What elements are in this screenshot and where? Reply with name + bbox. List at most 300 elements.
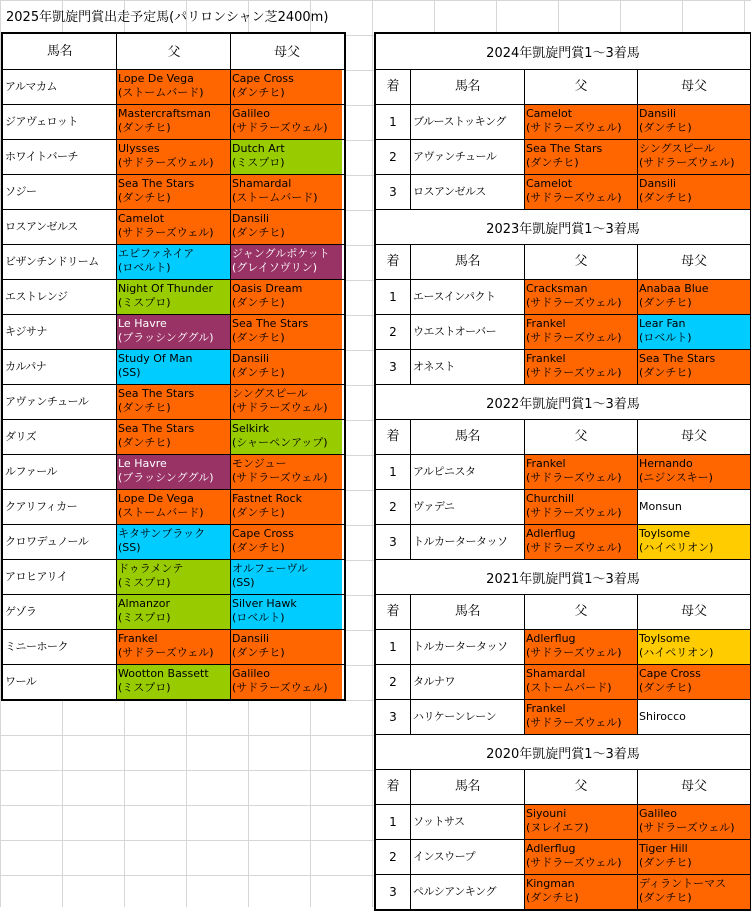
result-row <box>376 664 750 699</box>
sire-cell-line: (サドラーズウェル) <box>118 156 214 169</box>
sire-cell <box>524 840 637 874</box>
sire-cell <box>116 490 230 524</box>
sire-cell-horse: エピファネイア <box>118 247 195 260</box>
header-horse-name: 馬名 <box>410 70 524 104</box>
sire-cell-horse: Frankel <box>526 457 566 470</box>
dam-sire-cell-horse: Galileo <box>639 807 677 820</box>
header-dam-sire: 母父 <box>637 70 750 104</box>
dam-sire-cell-horse: Silver Hawk <box>232 597 297 610</box>
dam-sire-cell <box>230 140 342 174</box>
sire-cell-line: (サドラーズウェル) <box>526 506 622 519</box>
dam-sire-cell <box>637 700 750 734</box>
horse-name: アヴァンチュール <box>410 140 524 174</box>
sire-cell-horse: Night Of Thunder <box>118 282 213 295</box>
sire-cell-line: (サドラーズウェル) <box>526 331 622 344</box>
sire-cell-line: (ミスプロ) <box>118 611 171 624</box>
dam-sire-cell-line: (サドラーズウェル) <box>232 401 328 414</box>
dam-sire-cell-line: (ダンチヒ) <box>232 296 285 309</box>
dam-sire-cell <box>230 280 342 314</box>
dam-sire-cell-horse: シングスピール <box>232 387 308 400</box>
dam-sire-cell-line: (ハイペリオン) <box>639 646 714 659</box>
sire-cell-horse: Adlerflug <box>526 527 576 540</box>
sire-cell-line: (サドラーズウェル) <box>526 471 622 484</box>
sire-cell-horse: Adlerflug <box>526 632 576 645</box>
dam-sire-cell-line: (ダンチヒ) <box>232 646 285 659</box>
dam-sire-cell-line: (サドラーズウェル) <box>639 821 735 834</box>
dam-sire-cell-horse: Hernando <box>639 457 693 470</box>
sire-cell-horse: Frankel <box>118 632 158 645</box>
dam-sire-cell <box>230 455 342 489</box>
sire-cell <box>524 140 637 174</box>
sire-cell-line: (ヌレイエフ) <box>526 821 589 834</box>
header-dam-sire: 母父 <box>637 245 750 279</box>
horse-name: ロスアンゼルス <box>410 175 524 209</box>
dam-sire-cell <box>230 210 342 244</box>
sire-cell-horse: Lope De Vega <box>118 492 194 505</box>
sire-cell-horse: Adlerflug <box>526 842 576 855</box>
table-row <box>3 69 344 104</box>
dam-sire-cell-horse: モンジュー <box>232 457 287 470</box>
horse-name: ヴァデニ <box>410 490 524 524</box>
dam-sire-cell-line: (ダンチヒ) <box>232 541 285 554</box>
sire-cell <box>524 630 637 664</box>
sire-cell <box>116 630 230 664</box>
dam-sire-cell-line: (ダンチヒ) <box>232 226 285 239</box>
dam-sire-cell-horse: Fastnet Rock <box>232 492 302 505</box>
horse-name: ロスアンゼルス <box>5 220 78 233</box>
header-dam-sire: 母父 <box>230 34 342 69</box>
dam-sire-cell-horse: Dansili <box>232 352 270 365</box>
year-heading: 2022年凱旋門賞1～3着馬 <box>376 384 750 419</box>
dam-sire-cell <box>230 420 342 454</box>
sire-cell-line: (ミスプロ) <box>118 576 171 589</box>
result-row <box>376 629 750 664</box>
dam-sire-cell-line: (ダンチヒ) <box>639 856 692 869</box>
horse-name: キジサナ <box>5 325 47 338</box>
dam-sire-cell-horse: Toylsome <box>639 632 691 645</box>
table-row <box>3 314 344 349</box>
dam-sire-cell-horse: Tiger Hill <box>639 842 688 855</box>
dam-sire-cell <box>637 525 750 559</box>
dam-sire-cell-line: (グレイソヴリン) <box>232 261 318 274</box>
place-number: 3 <box>389 535 397 549</box>
dam-sire-cell-horse: ディラントーマス <box>639 877 727 890</box>
sire-cell <box>524 490 637 524</box>
horse-name: エースインパクト <box>410 280 524 314</box>
dam-sire-cell-line: (ダンチヒ) <box>639 366 692 379</box>
sire-cell-line: (ストームバード) <box>526 681 612 694</box>
sire-cell <box>116 455 230 489</box>
entrants-table <box>1 32 346 701</box>
header-dam-sire: 母父 <box>637 595 750 629</box>
horse-name: カルパナ <box>5 360 47 373</box>
place-number: 1 <box>389 115 397 129</box>
sire-cell-horse: Camelot <box>526 177 573 190</box>
result-row <box>376 104 750 139</box>
results-header-row <box>376 769 750 804</box>
sire-cell-horse: Mastercraftsman <box>118 107 211 120</box>
header-sire: 父 <box>524 70 637 104</box>
horse-name: ダリズ <box>5 430 37 443</box>
dam-sire-cell <box>637 455 750 489</box>
header-sire: 父 <box>524 770 637 804</box>
dam-sire-cell-line: (ニジンスキー) <box>639 471 713 484</box>
sire-cell <box>524 175 637 209</box>
sire-cell-horse: Sea The Stars <box>526 142 603 155</box>
sire-cell <box>524 875 637 909</box>
header-sire: 父 <box>524 420 637 454</box>
horse-name: クアリフィカー <box>5 500 78 513</box>
sire-cell-line: (ロベルト) <box>118 261 171 274</box>
sire-cell-horse: Le Havre <box>118 457 167 470</box>
result-row <box>376 454 750 489</box>
sire-cell <box>524 455 637 489</box>
sire-cell-horse: Almanzor <box>118 597 171 610</box>
sire-cell-horse: Wootton Bassett <box>118 667 209 680</box>
dam-sire-cell-line: (ストームバード) <box>232 191 318 204</box>
dam-sire-cell-line: (SS) <box>232 576 255 589</box>
dam-sire-cell-horse: Dansili <box>232 632 270 645</box>
dam-sire-cell-line: (ダンチヒ) <box>639 191 692 204</box>
header-horse-name: 馬名 <box>410 245 524 279</box>
place-number: 2 <box>389 500 397 514</box>
dam-sire-cell <box>637 630 750 664</box>
place-number: 1 <box>389 640 397 654</box>
sire-cell <box>116 70 230 104</box>
dam-sire-cell-horse: Toylsome <box>639 527 691 540</box>
dam-sire-cell <box>230 595 342 629</box>
sire-cell-horse: Sea The Stars <box>118 422 195 435</box>
table-row <box>3 629 344 664</box>
sire-cell <box>116 350 230 384</box>
dam-sire-cell <box>230 665 342 699</box>
dam-sire-cell <box>230 245 342 279</box>
horse-name: ハリケーンレーン <box>410 700 524 734</box>
dam-sire-cell <box>637 805 750 839</box>
sire-cell-line: (SS) <box>118 366 141 379</box>
dam-sire-cell-line: (シャーペンアップ) <box>232 436 328 449</box>
sire-cell-line: (SS) <box>118 541 141 554</box>
sire-cell <box>524 525 637 559</box>
sire-cell-line: (ダンチヒ) <box>118 436 171 449</box>
horse-name: エストレンジ <box>5 290 68 303</box>
result-row <box>376 699 750 734</box>
sire-cell-horse: キタサンブラック <box>118 527 206 540</box>
result-row <box>376 839 750 874</box>
dam-sire-cell <box>637 105 750 139</box>
result-row <box>376 174 750 209</box>
header-sire: 父 <box>524 245 637 279</box>
sire-cell <box>116 595 230 629</box>
sire-cell-line: (ブラッシンググル) <box>118 471 214 484</box>
dam-sire-cell-line: (サドラーズウェル) <box>232 121 328 134</box>
dam-sire-cell-line: (ダンチヒ) <box>639 296 692 309</box>
results-header-row <box>376 244 750 279</box>
horse-name: タルナワ <box>410 665 524 699</box>
dam-sire-cell-horse: Cape Cross <box>232 72 294 85</box>
place-number: 1 <box>389 465 397 479</box>
table-row <box>3 174 344 209</box>
place-number: 3 <box>389 710 397 724</box>
sire-cell-line: (サドラーズウェル) <box>526 856 622 869</box>
horse-name: ジアヴェロット <box>5 115 78 128</box>
sire-cell-line: (ブラッシンググル) <box>118 331 214 344</box>
horse-name: ブルーストッキング <box>410 105 524 139</box>
sire-cell-line: (サドラーズウェル) <box>526 541 622 554</box>
result-row <box>376 524 750 559</box>
horse-name: ミニーホーク <box>5 640 68 653</box>
results-header-row <box>376 419 750 454</box>
sire-cell <box>116 175 230 209</box>
header-sire: 父 <box>524 595 637 629</box>
sire-cell-horse: ドゥラメンテ <box>118 562 184 575</box>
header-dam-sire: 母父 <box>637 420 750 454</box>
dam-sire-cell-horse: Dansili <box>232 212 270 225</box>
sire-cell-line: (ダンチヒ) <box>526 891 579 904</box>
dam-sire-cell-line: (ロベルト) <box>639 331 692 344</box>
dam-sire-cell <box>230 385 342 419</box>
sire-cell-horse: Cracksman <box>526 282 588 295</box>
horse-name: ゲゾラ <box>5 605 37 618</box>
dam-sire-cell-horse: Selkirk <box>232 422 270 435</box>
results-header-row <box>376 594 750 629</box>
dam-sire-cell-horse: Anabaa Blue <box>639 282 709 295</box>
horse-name: ホワイトバーチ <box>5 150 78 163</box>
dam-sire-cell-horse: Cape Cross <box>639 667 701 680</box>
place-number: 3 <box>389 185 397 199</box>
table-row <box>3 139 344 174</box>
dam-sire-cell <box>637 350 750 384</box>
sire-cell-horse: Sea The Stars <box>118 387 195 400</box>
sire-cell <box>116 385 230 419</box>
dam-sire-cell <box>230 105 342 139</box>
horse-name: アルピニスタ <box>410 455 524 489</box>
dam-sire-cell-horse: Cape Cross <box>232 527 294 540</box>
result-row <box>376 279 750 314</box>
sire-cell <box>116 140 230 174</box>
dam-sire-cell-horse: オルフェーヴル <box>232 562 309 575</box>
dam-sire-cell <box>230 560 342 594</box>
table-row <box>3 489 344 524</box>
table-row <box>3 384 344 419</box>
dam-sire-cell <box>230 175 342 209</box>
table-row <box>3 454 344 489</box>
table-row <box>3 559 344 594</box>
sire-cell <box>524 105 637 139</box>
sire-cell-line: (サドラーズウェル) <box>526 296 622 309</box>
sire-cell <box>116 560 230 594</box>
dam-sire-cell <box>230 315 342 349</box>
sire-cell-horse: Churchill <box>526 492 575 505</box>
dam-sire-cell <box>230 525 342 559</box>
dam-sire-cell-line: (ダンチヒ) <box>639 121 692 134</box>
sire-cell <box>524 700 637 734</box>
sire-cell <box>116 665 230 699</box>
table-row <box>3 419 344 454</box>
dam-sire-cell <box>230 350 342 384</box>
sire-cell-horse: Kingman <box>526 877 575 890</box>
sire-cell-line: (ミスプロ) <box>118 681 171 694</box>
dam-sire-cell <box>637 875 750 909</box>
header-horse-name: 馬名 <box>410 770 524 804</box>
dam-sire-cell-line: (ダンチヒ) <box>232 86 285 99</box>
horse-name: アルマカム <box>5 80 58 93</box>
table-row <box>3 594 344 629</box>
year-heading: 2020年凱旋門賞1～3着馬 <box>376 734 750 769</box>
sire-cell-horse: Sea The Stars <box>118 177 195 190</box>
table-row <box>3 279 344 314</box>
dam-sire-cell-horse: Galileo <box>232 107 270 120</box>
dam-sire-cell-horse: シングスピール <box>639 142 715 155</box>
year-heading: 2021年凱旋門賞1～3着馬 <box>376 559 750 594</box>
sire-cell <box>116 210 230 244</box>
result-row <box>376 874 750 909</box>
sire-cell <box>116 420 230 454</box>
horse-name: トルカータータッソ <box>410 630 524 664</box>
sire-cell-horse: Frankel <box>526 352 566 365</box>
year-heading: 2023年凱旋門賞1～3着馬 <box>376 209 750 244</box>
horse-name: ペルシアンキング <box>410 875 524 909</box>
sire-cell <box>116 525 230 559</box>
dam-sire-cell <box>230 490 342 524</box>
sire-cell-line: (サドラーズウェル) <box>526 716 622 729</box>
sire-cell-line: (ストームバード) <box>118 86 204 99</box>
horse-name: トルカータータッソ <box>410 525 524 559</box>
horse-name: ルファール <box>5 465 58 478</box>
dam-sire-cell-horse: Oasis Dream <box>232 282 303 295</box>
table-row <box>3 209 344 244</box>
dam-sire-cell-line: (ミスプロ) <box>232 156 285 169</box>
table-row <box>3 104 344 139</box>
sire-cell-line: (サドラーズウェル) <box>526 646 622 659</box>
dam-sire-cell <box>637 280 750 314</box>
sire-cell <box>524 350 637 384</box>
sire-cell <box>524 280 637 314</box>
sire-cell-horse: Siyouni <box>526 807 567 820</box>
sire-cell-line: (サドラーズウェル) <box>526 366 622 379</box>
dam-sire-cell <box>637 840 750 874</box>
sire-cell-horse: Shamardal <box>526 667 586 680</box>
dam-sire-cell <box>637 665 750 699</box>
place-number: 1 <box>389 815 397 829</box>
dam-sire-cell-line: (ハイペリオン) <box>639 541 714 554</box>
dam-sire-cell-horse: Shamardal <box>232 177 292 190</box>
dam-sire-cell-line: (ダンチヒ) <box>639 891 692 904</box>
past-results-table <box>374 32 751 911</box>
sire-cell-line: (ミスプロ) <box>118 296 171 309</box>
dam-sire-cell-horse: ジャングルポケット <box>232 247 330 260</box>
dam-sire-cell-horse: Dansili <box>639 107 677 120</box>
dam-sire-cell-horse: Galileo <box>232 667 270 680</box>
dam-sire-cell <box>637 140 750 174</box>
sire-cell <box>116 280 230 314</box>
dam-sire-cell-line: (ダンチヒ) <box>232 331 285 344</box>
result-row <box>376 139 750 174</box>
place-number: 2 <box>389 325 397 339</box>
sire-cell <box>116 315 230 349</box>
dam-sire-cell <box>230 630 342 664</box>
dam-sire-cell <box>637 315 750 349</box>
header-horse-name: 馬名 <box>410 420 524 454</box>
result-row <box>376 349 750 384</box>
sire-cell-line: (ダンチヒ) <box>118 191 171 204</box>
table-row <box>3 664 344 699</box>
dam-sire-cell-horse: Shirocco <box>639 710 686 723</box>
place-number: 2 <box>389 675 397 689</box>
horse-name: アロヒアリイ <box>5 570 68 583</box>
table-row <box>3 349 344 384</box>
sire-cell-horse: Camelot <box>526 107 573 120</box>
horse-name: オネスト <box>410 350 524 384</box>
place-number: 2 <box>389 850 397 864</box>
sire-cell-horse: Lope De Vega <box>118 72 194 85</box>
dam-sire-cell-horse: Dansili <box>639 177 677 190</box>
result-row <box>376 489 750 524</box>
sire-cell <box>524 665 637 699</box>
dam-sire-cell-horse: Sea The Stars <box>232 317 309 330</box>
sire-cell-line: (ストームバード) <box>118 506 204 519</box>
sire-cell-line: (サドラーズウェル) <box>526 191 622 204</box>
place-number: 3 <box>389 360 397 374</box>
sire-cell-horse: Ulysses <box>118 142 160 155</box>
place-number: 3 <box>389 885 397 899</box>
dam-sire-cell <box>230 70 342 104</box>
sire-cell-horse: Frankel <box>526 317 566 330</box>
dam-sire-cell-line: (ダンチヒ) <box>232 366 285 379</box>
sire-cell <box>116 105 230 139</box>
horse-name: ウエストオーバー <box>410 315 524 349</box>
result-row <box>376 804 750 839</box>
horse-name: ソジー <box>5 185 37 198</box>
sire-cell-line: (サドラーズウェル) <box>118 226 214 239</box>
dam-sire-cell-line: (ダンチヒ) <box>232 506 285 519</box>
sire-cell-horse: Le Havre <box>118 317 167 330</box>
horse-name: インスウープ <box>410 840 524 874</box>
sire-cell-line: (ダンチヒ) <box>118 121 171 134</box>
page-title: 2025年凱旋門賞出走予定馬(パリロンシャン芝2400m) <box>6 10 329 25</box>
place-number: 2 <box>389 150 397 164</box>
dam-sire-cell <box>637 175 750 209</box>
header-horse-name: 馬名 <box>46 43 72 59</box>
dam-sire-cell-horse: Lear Fan <box>639 317 686 330</box>
dam-sire-cell-line: (サドラーズウェル) <box>232 681 328 694</box>
dam-sire-cell-line: (ダンチヒ) <box>639 681 692 694</box>
horse-name: ワール <box>5 675 37 688</box>
sire-cell-line: (ダンチヒ) <box>118 401 171 414</box>
place-number: 1 <box>389 290 397 304</box>
header-dam-sire: 母父 <box>637 770 750 804</box>
sire-cell-horse: Camelot <box>118 212 165 225</box>
horse-name: アヴァンチュール <box>5 395 89 408</box>
header-sire: 父 <box>116 34 230 69</box>
header-horse-name: 馬名 <box>410 595 524 629</box>
sire-cell-horse: Study Of Man <box>118 352 193 365</box>
dam-sire-cell-horse: Dutch Art <box>232 142 285 155</box>
sire-cell-horse: Frankel <box>526 702 566 715</box>
header-place: 着 <box>386 604 400 619</box>
table-row <box>3 244 344 279</box>
sire-cell-line: (ダンチヒ) <box>526 156 579 169</box>
result-row <box>376 314 750 349</box>
dam-sire-cell-line: (ロベルト) <box>232 611 285 624</box>
dam-sire-cell <box>637 490 750 524</box>
dam-sire-cell-horse: Monsun <box>639 500 682 513</box>
horse-name: クロワデュノール <box>5 535 89 548</box>
sire-cell-line: (サドラーズウェル) <box>118 646 214 659</box>
entrants-header-row <box>3 34 344 69</box>
table-row <box>3 524 344 559</box>
sire-cell <box>524 805 637 839</box>
